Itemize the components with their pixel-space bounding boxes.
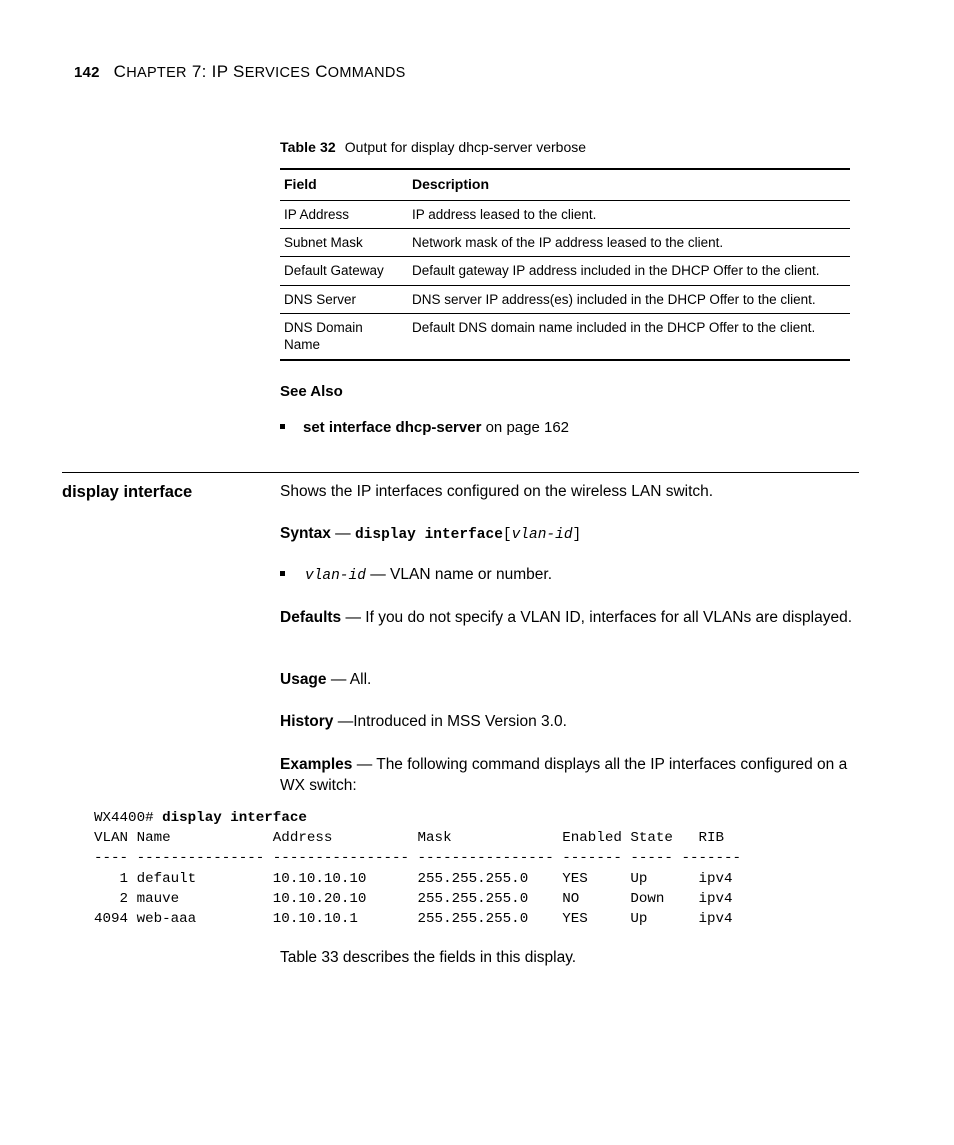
- cli-output-line: 4094 web-aaa 10.10.10.1 255.255.255.0 YES Up ipv4: [94, 911, 733, 928]
- running-header: [74, 62, 406, 82]
- see-also-command-link[interactable]: set interface dhcp-server: [303, 419, 482, 436]
- cell-field: Default Gateway: [280, 257, 408, 285]
- cli-prompt: WX4400#: [94, 810, 163, 826]
- section-intro: Shows the IP interfaces configured on the wireless LAN switch.: [280, 483, 714, 500]
- see-also-heading: See Also: [280, 383, 343, 400]
- cell-description: DNS server IP address(es) included in the DHCP Offer to the client.: [408, 285, 850, 313]
- table-row: [280, 285, 850, 313]
- column-header-description: Description: [408, 169, 850, 200]
- cell-description: Default gateway IP address included in the DHCP Offer to the client.: [408, 257, 850, 285]
- table-row: [280, 200, 850, 228]
- square-bullet-icon: [280, 424, 285, 429]
- syntax-bracket-open: [: [502, 527, 512, 543]
- cli-output-block: [94, 808, 741, 929]
- syntax-bracket-close: ]: [572, 527, 582, 543]
- table-row: [280, 313, 850, 359]
- defaults-text: — If you do not specify a VLAN ID, interfaces for all VLANs are displayed.: [341, 609, 853, 626]
- cell-field: DNS Server: [280, 285, 408, 313]
- chapter-title: [114, 62, 406, 82]
- cell-field: Subnet Mask: [280, 229, 408, 257]
- cell-description: Network mask of the IP address leased to the client.: [408, 229, 850, 257]
- defaults-label: Defaults: [280, 609, 342, 626]
- defaults-block: [280, 607, 860, 628]
- chapter-title-word1: HAPTER: [126, 65, 187, 81]
- see-also-list-item: [280, 419, 569, 436]
- table-32-caption: [280, 139, 586, 155]
- parameter-text: [305, 566, 552, 584]
- parameter-list-item: [280, 566, 860, 584]
- history-block: [280, 713, 860, 731]
- parameter-name: vlan-id: [305, 568, 366, 584]
- cli-command-line: [94, 808, 741, 828]
- syntax-dash: —: [330, 525, 355, 542]
- parameter-description: — VLAN name or number.: [365, 566, 553, 583]
- examples-block: [280, 754, 860, 797]
- page-number: 142: [74, 64, 100, 81]
- syntax-optional-param: vlan-id: [511, 527, 573, 543]
- cell-field: IP Address: [280, 200, 408, 228]
- chapter-title-word3: OMMANDS: [327, 65, 406, 81]
- cell-field: DNS Domain Name: [280, 313, 408, 359]
- cell-description: IP address leased to the client.: [408, 200, 850, 228]
- chapter-title-space: C: [310, 62, 328, 81]
- examples-label: Examples: [280, 756, 353, 773]
- see-also-page-ref: on page 162: [481, 419, 570, 436]
- cell-description: Default DNS domain name included in the DHCP Offer to the client.: [408, 313, 850, 359]
- table-32: [280, 168, 850, 361]
- history-label: History: [280, 713, 334, 730]
- cli-typed-command: display interface: [162, 810, 307, 826]
- syntax-label: Syntax: [280, 525, 331, 542]
- cli-output-line: VLAN Name Address Mask Enabled State RIB: [94, 830, 725, 847]
- usage-text: — All.: [326, 671, 372, 688]
- closing-paragraph: Table 33 describes the fields in this display.: [280, 949, 577, 966]
- cli-output-line: 2 mauve 10.10.20.10 255.255.255.0 NO Down ipv4: [94, 890, 733, 907]
- table-32-title: Output for display dhcp-server verbose: [344, 139, 587, 155]
- table-32-number: Table 32: [280, 139, 336, 155]
- syntax-block: [280, 525, 860, 543]
- history-text: —Introduced in MSS Version 3.0.: [333, 713, 567, 730]
- section-divider: [62, 472, 859, 473]
- usage-block: [280, 671, 860, 689]
- cli-output-line: ---- --------------- ---------------- ---------------- ------- ----- -------: [94, 850, 742, 867]
- chapter-title-num: 7: IP S: [186, 62, 245, 81]
- chapter-title-word2: ERVICES: [244, 65, 311, 81]
- usage-label: Usage: [280, 671, 327, 688]
- table-row: [280, 257, 850, 285]
- square-bullet-icon: [280, 571, 285, 576]
- examples-text: — The following command displays all the IP interfaces configured on a WX switch:: [280, 756, 848, 795]
- table-row: [280, 229, 850, 257]
- cli-output-line: 1 default 10.10.10.10 255.255.255.0 YES Up ipv4: [94, 870, 733, 887]
- section-title: display interface: [62, 483, 193, 501]
- table-header-row: [280, 169, 850, 200]
- syntax-command: display interface: [354, 527, 503, 543]
- chapter-title-initial: C: [113, 62, 127, 81]
- see-also-text: [303, 419, 569, 436]
- column-header-field: Field: [280, 169, 408, 200]
